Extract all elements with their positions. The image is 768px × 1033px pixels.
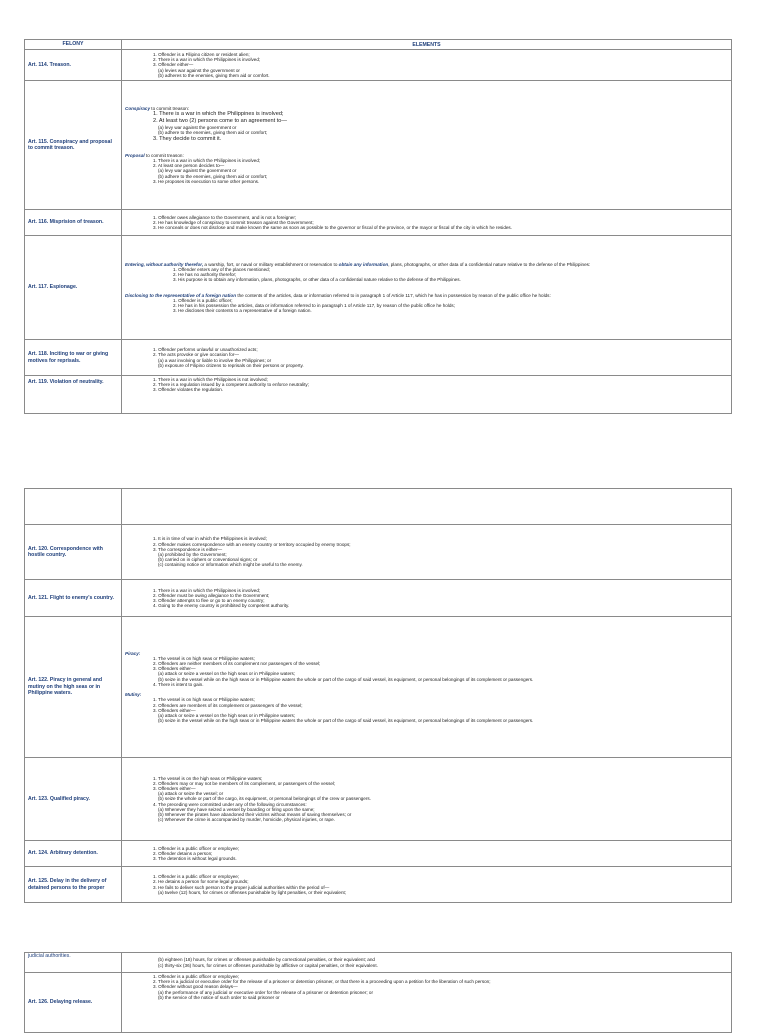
table-row [25, 580, 732, 617]
element-line: 1. Offender is a public officer or employee; [153, 845, 240, 851]
table-row [25, 758, 732, 841]
felony-cell: Art. 122. Piracy in general and mutiny on the high seas or in Philippine waters. [25, 617, 122, 758]
felony-cell: Art. 125. Delay in the delivery of detained persons to the proper [25, 867, 122, 903]
element-line: (a) levy war against the government or [158, 125, 237, 131]
element-line: 2. He has knowledge of conspiracy to commit treason against the Government; [153, 219, 314, 225]
element-line: 1. There is a war in which the Philippines is involved; [153, 157, 261, 163]
element-line: 3. Offender attempts to flee or go to an enemy country; [153, 598, 265, 603]
felony-cell: Art. 117. Espionage. [25, 236, 122, 340]
element-line: (b) adhere to the enemies, giving them aid or comfort; [158, 130, 268, 136]
element-line: 2. The acts provoke or give occasion for— [153, 352, 239, 358]
elements-cell [122, 617, 732, 758]
element-line: 2. There is a regulation issued by a competent authority to enforce neutrality; [153, 382, 309, 388]
felony-cell: Art. 115. Conspiracy and proposal to commit treason. [25, 81, 122, 210]
entering-paragraph: Entering, without authority therefor, a warship, fort, or naval or military establishment or reservation to obtain any information, plans, photographs, or other data of a confidential nature relative to the defense of the Philippines: [125, 261, 591, 267]
felony-cell: Art. 114. Treason. [25, 50, 122, 81]
element-line: 1. Offender is a public officer or employee; [153, 974, 240, 979]
element-line: 2. Offenders are members of its complement or passengers of the vessel; [153, 702, 303, 708]
mutiny-heading: Mutiny: [125, 692, 142, 698]
table-row [25, 50, 732, 81]
element-line: 1. There is a war in which the Philippines is involved; [153, 111, 284, 118]
element-line: (a) prohibited by the Government; [158, 552, 227, 557]
elements-cell [122, 953, 732, 973]
felony-cell: Art. 116. Misprision of treason. [25, 210, 122, 236]
element-line: 3. The correspondence is either— [153, 546, 223, 552]
element-line: (b) eighteen (18) hours, for crimes or offenses punishable by correctional penalties, or their equivalent; and [158, 957, 375, 963]
felony-cell: Art. 124. Arbitrary detention. [25, 841, 122, 867]
table-row [25, 340, 732, 376]
element-line: 4. Going to the enemy country is prohibited by competent authority. [153, 603, 290, 609]
blank-header-row [25, 489, 732, 525]
elements-cell [122, 81, 732, 210]
element-line: 4. The preceding were committed under any of the following circumstances: [153, 801, 307, 807]
element-line: 3. Offenders either— [153, 707, 196, 713]
element-line: 2. There is a judicial or executive order for the release of a prisoner or detention prisoner, or that there is a proceeding upon a petition for the liberation of such person; [153, 979, 491, 985]
felony-cell: Art. 123. Qualified piracy. [25, 758, 122, 841]
table-row [25, 376, 732, 414]
element-line: 2. At least one person decides to— [153, 163, 225, 169]
elements-cell [122, 867, 732, 903]
felony-cell: Art. 126. Delaying release. [25, 973, 122, 1033]
elements-cell [122, 376, 732, 414]
element-line: (a) the performance of any judicial or executive order for the release of a prisoner or detention prisoner; or [158, 989, 373, 995]
felony-cell: Art. 121. Flight to enemy's country. [25, 580, 122, 617]
table-row [25, 525, 732, 580]
element-line: (b) seize the whole or part of the cargo, its equipment, or personal belongings of the crew or passengers. [158, 796, 371, 802]
elements-cell [122, 758, 732, 841]
felony-cell: judicial authorities. [25, 953, 122, 973]
element-line: 1. The vessel is on high seas or Philippine waters; [153, 697, 255, 703]
element-line: (b) Whenever the pirates have abandoned their victims without means of saving themselves; or [158, 812, 352, 817]
elements-cell [122, 841, 732, 867]
element-line: (b) seize in the vessel while on the high seas or in Philippine waters the whole or part of the cargo of said vessel, its equipment, or personal belongings of its complement or passengers. [158, 676, 534, 682]
table-row [25, 953, 732, 973]
element-line: 1. Offender is a public officer; [173, 297, 233, 303]
table-row [25, 210, 732, 236]
element-line: 3. The detention is without legal grounds. [153, 856, 237, 862]
element-line: 1. Offender is a Filipino citizen or resident alien; [153, 51, 250, 57]
elements-cell [122, 236, 732, 340]
felony-elements-table-1 [24, 39, 732, 414]
element-line: (c) thirty-six (36) hours, for crimes or offenses punishable by afflictive or capital penalties, or their equivalent. [158, 962, 378, 968]
piracy-heading: Piracy: [125, 650, 141, 656]
element-line: 2. He has no authority therefor; [173, 272, 237, 278]
element-line: 1. There is a war in which the Philippines is involved; [153, 587, 261, 593]
element-line: 3. Offenders either— [153, 666, 196, 672]
element-line: 4. There is intent to gain. [153, 681, 204, 687]
element-line: 2. There is a war in which the Philippines is involved; [153, 57, 261, 63]
element-line: (b) adheres to the enemies, giving them aid or comfort. [158, 72, 270, 78]
felony-column-header: FELONY [25, 40, 122, 50]
element-line: 3. He proposes its execution to some other persons. [153, 178, 260, 184]
element-line: 1. The vessel is on high seas or Philippine waters; [153, 655, 255, 661]
felony-cell: Art. 120. Correspondence with hostile country. [25, 525, 122, 580]
element-line: (a) attack or seize a vessel on the high seas or in Philippine waters; [158, 712, 296, 718]
element-line: (b) adhere to the enemies, giving them aid or comfort; [158, 173, 268, 179]
element-line: 1. Offender is a public officer or employee; [153, 874, 240, 880]
element-line: 1. Offender enters any of the places mentioned; [173, 266, 270, 272]
element-line: 2. Offender must be owing allegiance to the Government; [153, 592, 270, 598]
table-row [25, 841, 732, 867]
elements-cell [122, 210, 732, 236]
element-line: 1. It is in time of war in which the Philippines is involved; [153, 536, 267, 542]
element-line: 2. He detains a person for some legal grounds; [153, 879, 249, 885]
element-line: 2. He has in his possession the articles, data or information referred to in paragraph 1 of Article 117, by reason of the public office he holds; [173, 302, 455, 308]
element-line: 2. Offenders may or may not be members of its complement, or passengers of the vessel; [153, 780, 336, 786]
table-header-row [25, 40, 732, 50]
element-line: 2. Offender detains a person; [153, 850, 213, 856]
element-line: 3. They decide to commit it. [153, 135, 222, 142]
element-line: (b) exposure of Filipino citizens to reprisals on their persons or property. [158, 362, 304, 368]
element-line: 3. Offender either— [153, 62, 194, 68]
elements-cell [122, 50, 732, 81]
table-row [25, 867, 732, 903]
element-line: (a) attack or seize the vessel; or [158, 791, 224, 797]
element-line: 3. He conceals or does not disclose and make known the same as soon as possible to the governor or fiscal of the province, or the mayor or fiscal of the city in which he resides. [153, 225, 513, 231]
element-line: 2. At least two (2) persons come to an agreement to— [153, 118, 288, 125]
element-line: 1. Offender owes allegiance to the Government, and is not a foreigner; [153, 214, 297, 220]
element-line: (c) containing notice or information which might be useful to the enemy. [158, 562, 303, 568]
element-line: (b) carried on in ciphers or conventional signs; or [158, 557, 258, 563]
element-line: 3. Offenders either— [153, 785, 196, 791]
proposal-heading: Proposal to commit treason: [125, 152, 184, 158]
element-line: 1. There is a war in which the Philippines is not involved; [153, 377, 268, 382]
element-line: 2. Offender makes correspondence with an enemy country or territory occupied by enemy troops; [153, 541, 351, 547]
element-line: 2. Offenders are neither members of its complement nor passengers of the vessel; [153, 661, 321, 667]
element-line: 3. He fails to deliver such person to the proper judicial authorities within the period of— [153, 884, 330, 890]
element-line: 3. Offender without good reason delays— [153, 984, 238, 990]
table-row [25, 236, 732, 340]
felony-elements-table-2 [24, 488, 732, 903]
element-line: (a) attack or seize a vessel on the high seas or in Philippine waters; [158, 671, 296, 677]
disclosing-paragraph: Disclosing to the representative of a foreign nation the contents of the articles, data or information referred to in paragraph 1 of Article 117, which he has in possession by reason of the public office he holds: [125, 292, 551, 298]
element-line: (a) twelve (12) hours, for crimes or offenses punishable by light penalties, or their equivalent; [158, 889, 347, 895]
felony-elements-table-3 [24, 952, 732, 1033]
conspiracy-heading: Conspiracy to commit treason: [125, 106, 190, 112]
elements-column-header: ELEMENTS [122, 40, 732, 50]
elements-cell [122, 525, 732, 580]
element-line: 3. Offender violates the regulation. [153, 387, 224, 393]
element-line: (a) a war involving or liable to involve the Philippines; or [158, 357, 272, 363]
table-row [25, 81, 732, 210]
element-line: (b) seize in the vessel while on the high seas or in Philippine waters the whole or part of the cargo of said vessel, its equipment, or personal belongings of its complement or passengers. [158, 718, 534, 724]
table-row [25, 617, 732, 758]
element-line: 1. The vessel is on the high seas or Philippine waters; [153, 775, 263, 781]
element-line: 3. He discloses their contents to a representative of a foreign nation. [173, 308, 312, 314]
element-line: (c) Whenever the crime is accompanied by murder, homicide, physical injuries, or rape. [158, 817, 335, 823]
element-line: (b) the service of the notice of such order to said prisoner or [158, 994, 280, 1000]
element-line: (a) levies war against the government or [158, 67, 240, 73]
elements-cell [122, 580, 732, 617]
element-line: 3. His purpose is to obtain any information, plans, photographs, or other data of a confidential nature relative to the defense of the Philippines. [173, 277, 461, 283]
element-line: (a) levy war against the government or [158, 168, 237, 174]
elements-cell [122, 340, 732, 376]
blank-header-cell [25, 489, 122, 525]
element-line: (a) Whenever they have seized a vessel by boarding or firing upon the same; [158, 806, 315, 812]
felony-cell: Art. 118. Inciting to war or giving motives for reprisals. [25, 340, 122, 376]
element-line: 1. Offender performs unlawful or unauthorized acts; [153, 347, 258, 353]
felony-cell: Art. 119. Violation of neutrality. [25, 376, 122, 414]
blank-header-cell [122, 489, 732, 525]
